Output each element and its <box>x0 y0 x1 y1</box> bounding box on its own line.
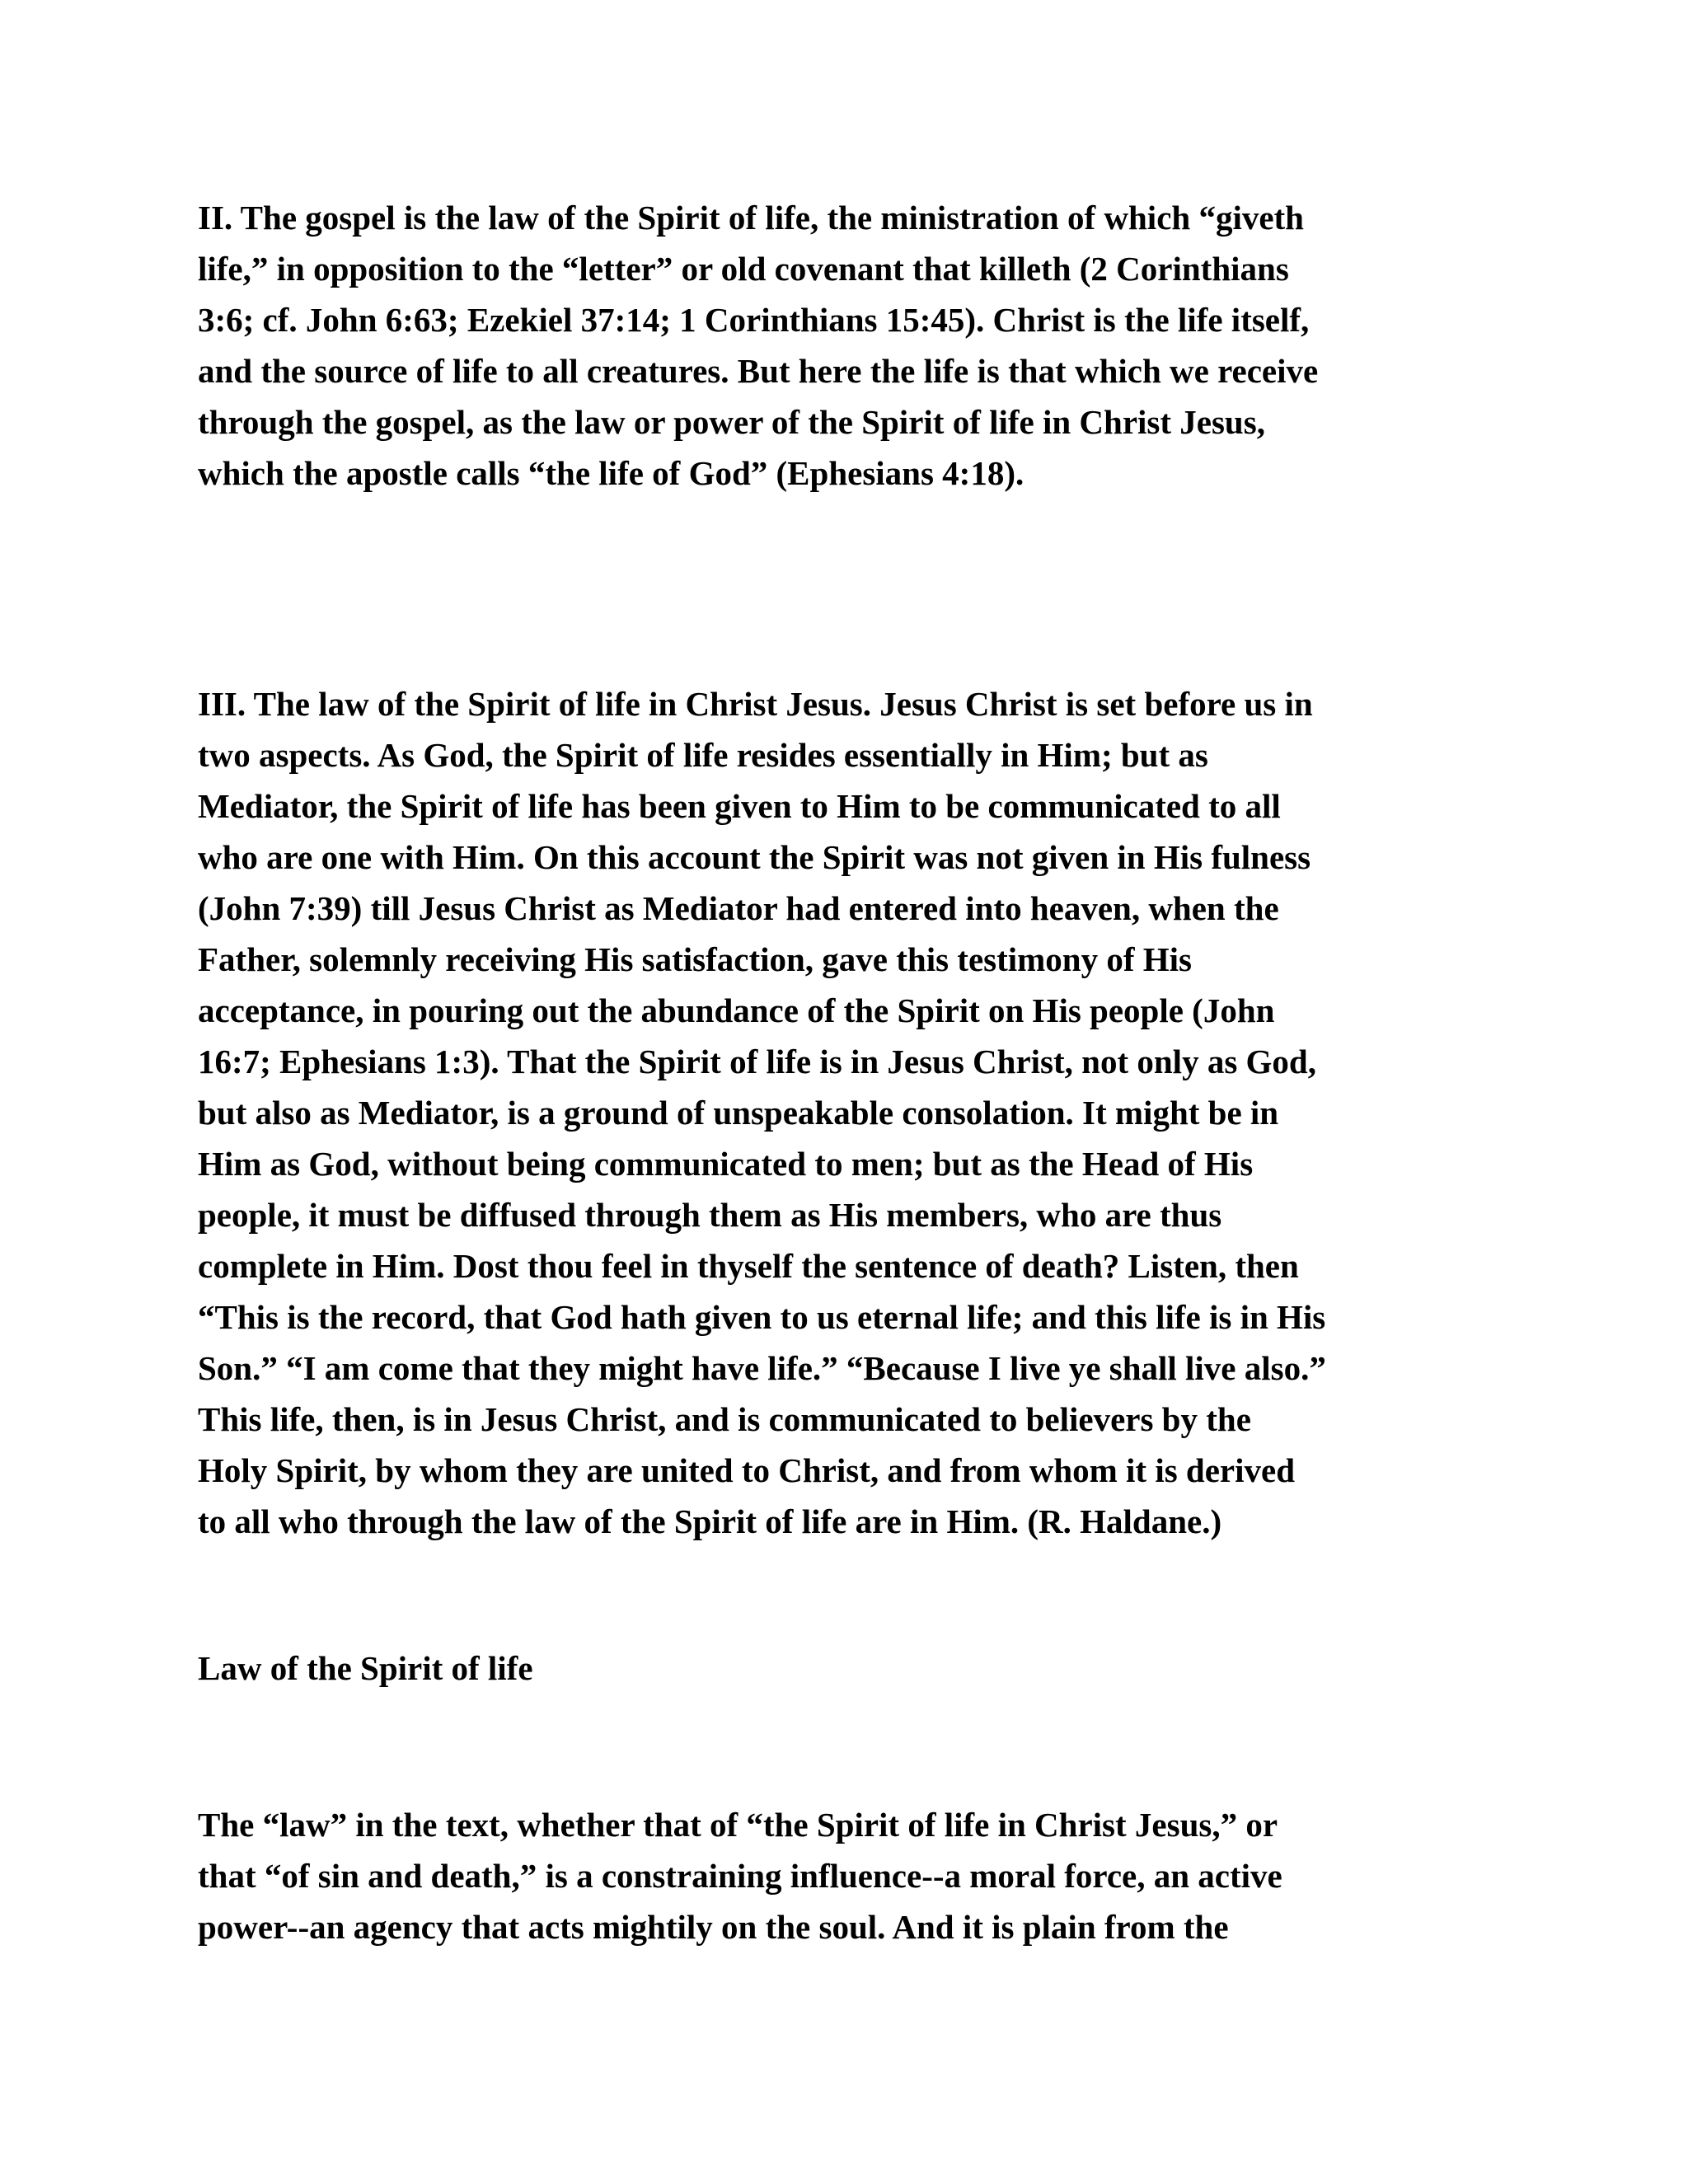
section-heading-law-of-spirit: Law of the Spirit of life <box>198 1649 533 1687</box>
paragraph-constraining-influence: The “law” in the text, whether that of “the Spirit of life in Christ Jesus,” or that “of sin and death,” is a constraining influence--a moral force, an active power--an agency that acts mightily on the soul. And it is plain from the <box>198 1806 1282 1946</box>
paragraph-gospel-law-of-spirit: II. The gospel is the law of the Spirit of life, the ministration of which “giveth life,” in opposition to the “letter” or old covenant that killeth (2 Corinthians 3:6; cf. John 6:63; Ezekiel 37:14; 1 Corinthians 15:45). Christ is the life itself, and the source of life to all creatures. But here the life is that which we receive through the gospel, as the law or power of the Spirit of life in Christ Jesus, which the apostle calls “the life of God” (Ephesians 4:18). <box>198 199 1319 492</box>
paragraph-law-in-christ-jesus: III. The law of the Spirit of life in Christ Jesus. Jesus Christ is set before us in two aspects. As God, the Spirit of life resides essentially in Him; but as Mediator, the Spirit of life has been given to Him to be communicated to all who are one with Him. On this account the Spirit was not given in His fulness (John 7:39) till Jesus Christ as Mediator had entered into heaven, when the Father, solemnly receiving His satisfaction, gave this testimony of His acceptance, in pouring out the abundance of the Spirit on His people (John 16:7; Ephesians 1:3). That the Spirit of life is in Jesus Christ, not only as God, but also as Mediator, is a ground of unspeakable consolation. It might be in Him as God, without being communicated to men; but as the Head of His people, it must be diffused through them as His members, who are thus complete in Him. Dost thou feel in thyself the sentence of death? Listen, then “This is the record, that God hath given to us eternal life; and this life is in His Son.” “I am come that they might have life.” “Because I live ye shall live also.” This life, then, is in Jesus Christ, and is communicated to believers by the Holy Spirit, by whom they are united to Christ, and from whom it is derived to all who through the law of the Spirit of life are in Him. (R. Haldane.) <box>198 685 1326 1540</box>
